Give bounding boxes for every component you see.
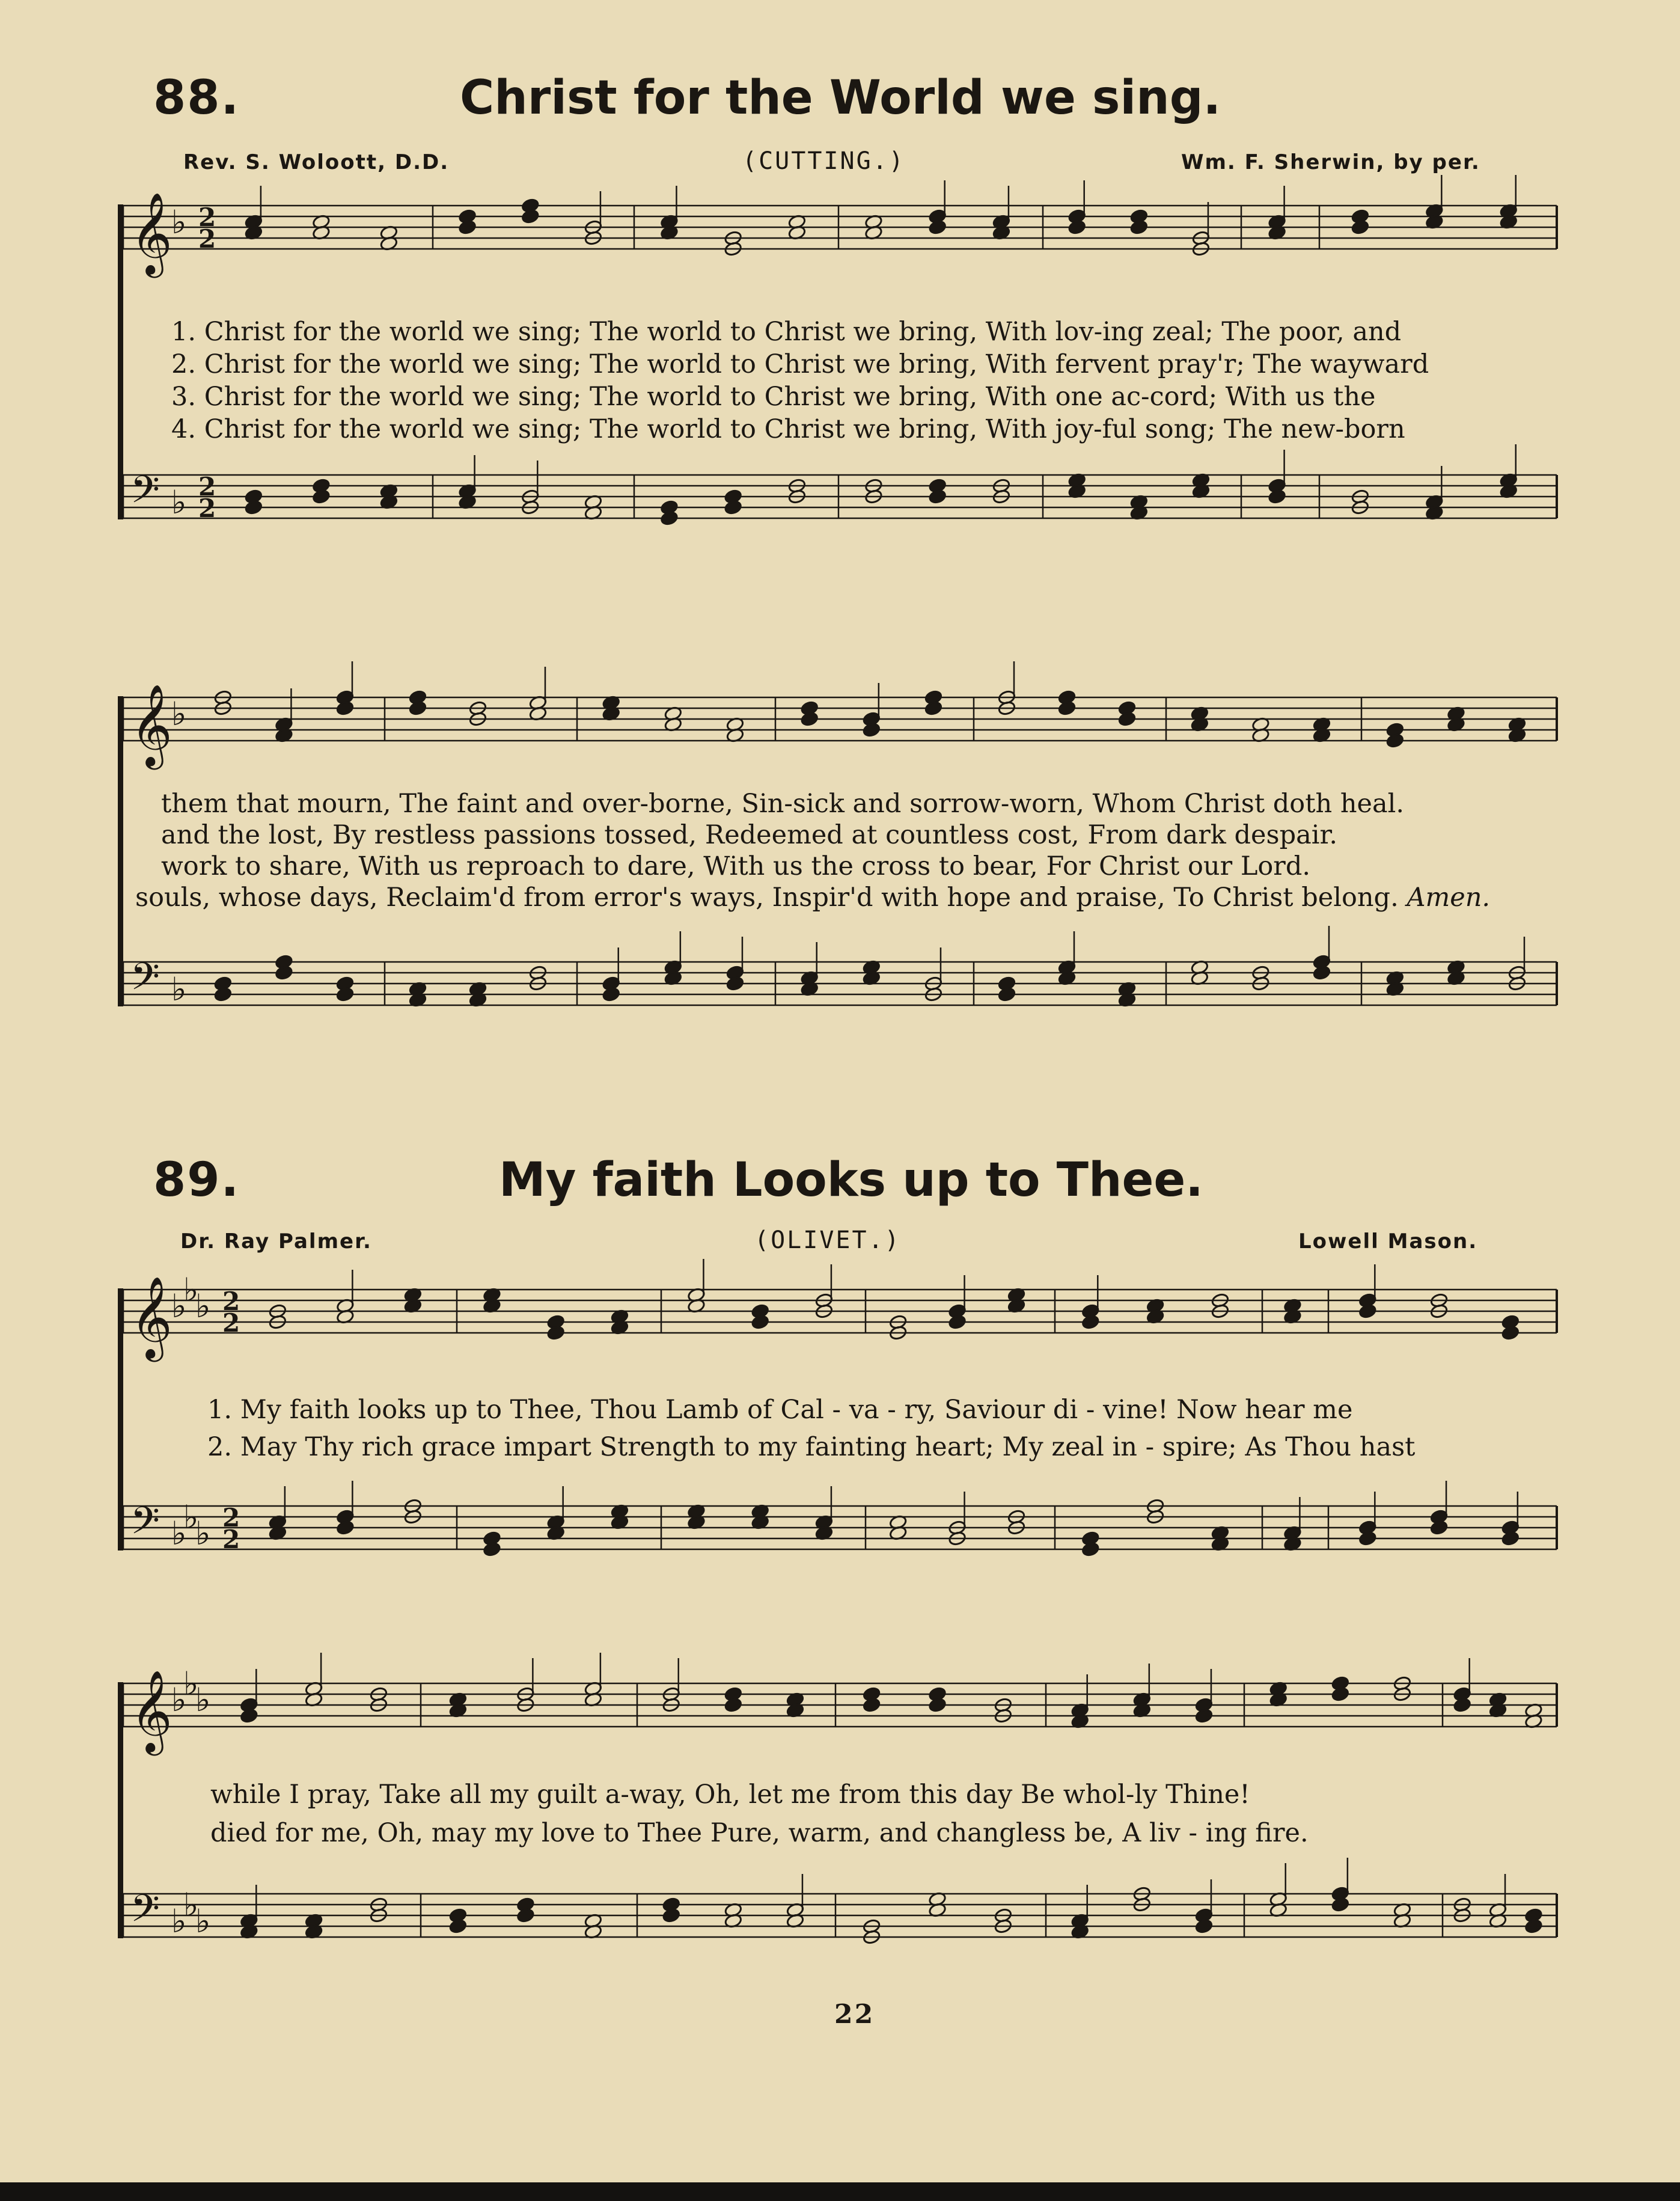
note-head [1331, 1897, 1350, 1912]
note-head [662, 1908, 680, 1923]
lyric-line: 4. Christ for the world we sing; The world to Christ we bring, With joy-ful song; The new-born [171, 414, 1405, 444]
flat-icon: ♭ [171, 1902, 187, 1940]
note-head [1268, 489, 1286, 504]
flat-icon: ♭ [195, 1287, 211, 1325]
note-head [1068, 219, 1086, 235]
flat-icon: ♭ [183, 1498, 199, 1536]
hymn-title: Christ for the World we sing. [460, 71, 1221, 125]
note-head [312, 489, 331, 504]
note-head [928, 219, 947, 235]
system-bracket [118, 1288, 123, 1550]
bass-clef-icon: 𝄢 [130, 1886, 160, 1939]
lyric-line: 2. May Thy rich grace impart Strength to my fainting heart; My zeal in - spire; As Thou hast [207, 1432, 1416, 1462]
hymn-title: My faith Looks up to Thee. [499, 1153, 1203, 1207]
note-head [1058, 700, 1077, 716]
note-head [660, 510, 679, 526]
note-head [245, 500, 263, 515]
hymn-number: 89. [153, 1153, 240, 1207]
flat-icon: ♭ [171, 483, 187, 521]
note-head [602, 987, 620, 1002]
flat-icon: ♭ [183, 1665, 199, 1703]
note-head [1501, 1531, 1520, 1546]
bass-clef-icon: 𝄢 [130, 1498, 160, 1552]
flat-icon: ♭ [171, 1514, 187, 1552]
treble-clef-icon: 𝄞 [130, 1669, 173, 1752]
note-head [924, 700, 943, 716]
flat-icon: ♭ [171, 695, 187, 733]
note-head [1118, 711, 1137, 727]
flat-icon: ♭ [171, 970, 187, 1008]
note-head [928, 1697, 947, 1713]
note-head [1430, 1520, 1449, 1535]
bass-clef-icon: 𝄢 [130, 954, 160, 1008]
note-head [1195, 1708, 1214, 1724]
lyric-text: souls, whose days, Reclaim'd from error's ways, Inspir'd with hope and praise, To Christ belong. [135, 883, 1399, 913]
note-head [863, 722, 881, 738]
amen-text: Amen. [1407, 883, 1491, 913]
system-bracket [118, 696, 123, 1006]
note-head [1386, 733, 1405, 748]
note-head [275, 965, 293, 981]
flat-icon: ♭ [171, 1681, 187, 1719]
note-head [1313, 965, 1331, 981]
time-signature-bottom: 2 [198, 224, 216, 254]
note-head [1453, 1697, 1471, 1713]
note-head [546, 1325, 565, 1341]
note-head [1358, 1303, 1377, 1319]
note-head [409, 700, 427, 716]
note-head [214, 987, 233, 1002]
note-head [336, 700, 355, 716]
note-head [1081, 1314, 1100, 1330]
note-head [724, 500, 742, 515]
hymn-composer: Lowell Mason. [1298, 1229, 1478, 1254]
time-signature-top: 2 [222, 1503, 240, 1532]
note-head [521, 209, 540, 224]
lyric-line: 1. Christ for the world we sing; The world to Christ we bring, With lov-ing zeal; The poor, and [171, 317, 1402, 347]
lyric-line: work to share, With us reproach to dare, With us the cross to bear, For Christ our Lord. [161, 851, 1311, 881]
time-signature-top: 2 [198, 203, 216, 232]
note-head [751, 1314, 769, 1330]
page-number: 22 [834, 1999, 875, 2030]
note-head [240, 1708, 258, 1724]
flat-icon: ♭ [195, 1514, 211, 1552]
note-head [449, 1918, 468, 1934]
time-signature-top: 2 [222, 1287, 240, 1316]
time-signature-bottom: 2 [222, 1308, 240, 1338]
hymn-number: 88. [153, 71, 240, 125]
note-head [1331, 1686, 1350, 1702]
treble-clef-icon: 𝄞 [130, 191, 173, 274]
note-head [516, 1908, 535, 1923]
treble-clef-icon: 𝄞 [130, 683, 173, 766]
system-bracket [118, 1682, 123, 1938]
tune-name: (OLIVET.) [754, 1226, 901, 1254]
note-head [863, 1697, 881, 1713]
hymn-author: Dr. Ray Palmer. [180, 1229, 372, 1254]
note-head [724, 1697, 743, 1713]
note-head [928, 489, 947, 504]
time-signature-top: 2 [198, 472, 216, 501]
lyric-line: died for me, Oh, may my love to Thee Pure, warm, and changless be, A liv - ing fire. [210, 1818, 1309, 1848]
flat-icon: ♭ [183, 1271, 199, 1309]
tune-name: (CUTTING.) [742, 147, 905, 175]
lyric-line: 2. Christ for the world we sing; The world to Christ we bring, With fervent pray'r; The wayward [171, 349, 1429, 379]
system-bracket [118, 204, 123, 519]
lyric-line: and the lost, By restless passions tossed, Redeemed at countless cost, From dark despair. [161, 820, 1337, 850]
note-head [458, 219, 477, 235]
flat-icon: ♭ [183, 1886, 199, 1924]
lyric-line: 3. Christ for the world we sing; The world to Christ we bring, With one ac-cord; With us the [171, 382, 1376, 412]
note-head [483, 1541, 501, 1557]
note-head [1524, 1918, 1543, 1934]
note-head [726, 976, 745, 991]
treble-clef-icon: 𝄞 [130, 1275, 173, 1358]
lyric-line: them that mourn, The faint and over-borne, Sin-sick and sorrow-worn, Whom Christ doth heal. [161, 789, 1405, 819]
time-signature-bottom: 2 [222, 1525, 240, 1554]
note-head [1358, 1531, 1377, 1546]
hymn-author: Rev. S. Woloott, D.D. [183, 150, 450, 174]
lyric-line: while I pray, Take all my guilt a-way, Oh, let me from this day Be whol-ly Thine! [210, 1780, 1250, 1810]
bass-clef-icon: 𝄢 [130, 467, 160, 521]
note-head [336, 987, 355, 1002]
flat-icon: ♭ [195, 1902, 211, 1940]
note-head [1081, 1541, 1100, 1557]
note-head [1501, 1325, 1520, 1341]
page-edge [0, 2182, 1680, 2201]
hymn-composer: Wm. F. Sherwin, by per. [1181, 150, 1480, 174]
note-head [336, 1520, 355, 1535]
note-head [1195, 1918, 1214, 1934]
note-head [1130, 219, 1149, 235]
note-head [948, 1314, 967, 1330]
note-head [800, 711, 819, 727]
flat-icon: ♭ [171, 203, 187, 241]
note-head [1351, 219, 1370, 235]
time-signature-bottom: 2 [198, 494, 216, 523]
flat-icon: ♭ [171, 1287, 187, 1325]
note-head [998, 987, 1016, 1002]
lyric-line: 1. My faith looks up to Thee, Thou Lamb of Cal - va - ry, Saviour di - vine! Now hear me [207, 1395, 1353, 1425]
flat-icon: ♭ [195, 1681, 211, 1719]
